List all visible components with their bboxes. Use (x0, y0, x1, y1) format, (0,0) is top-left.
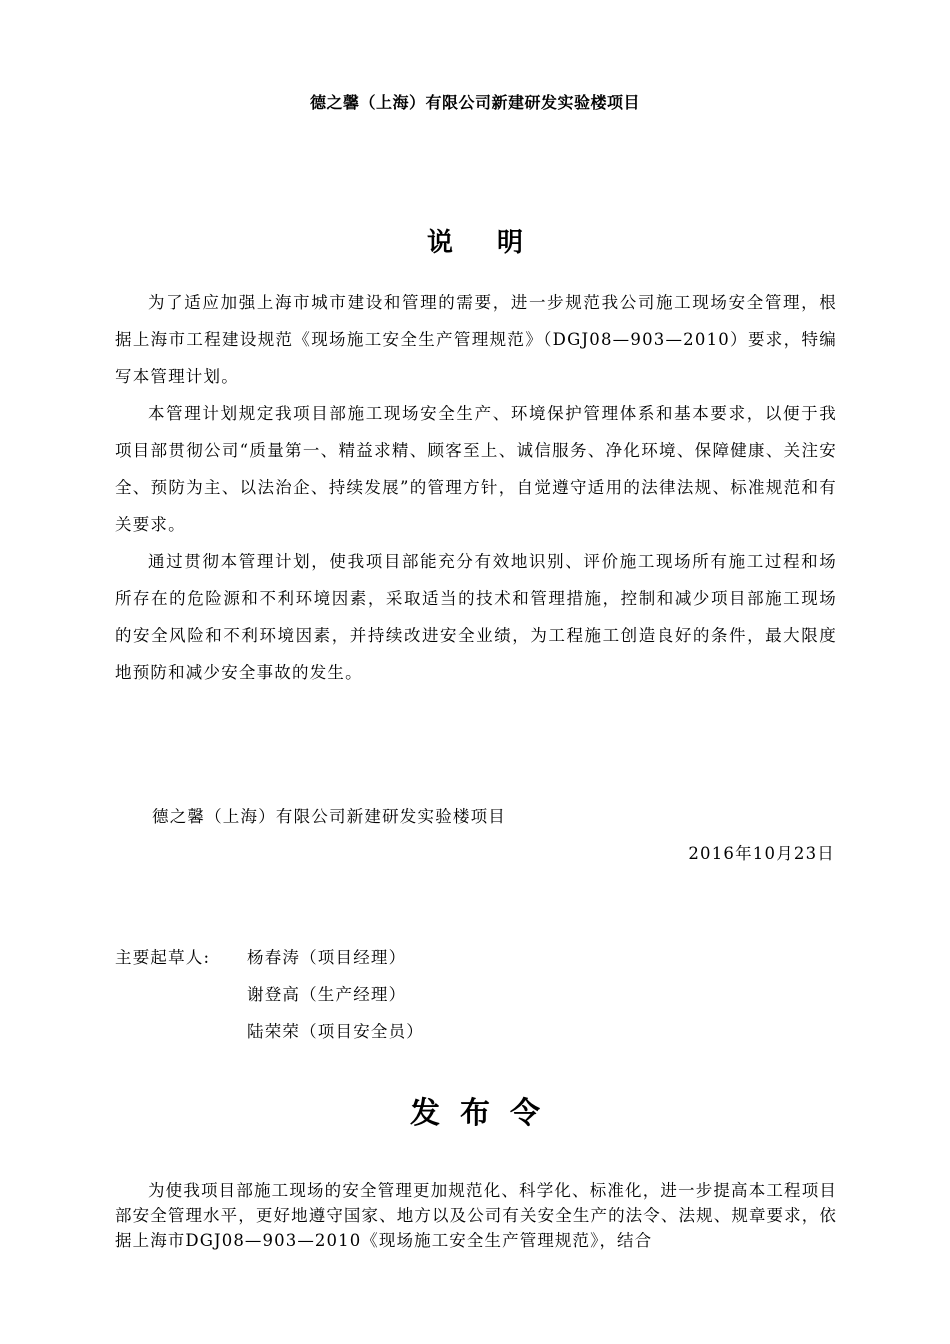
paragraph: 本管理计划规定我项目部施工现场安全生产、环境保护管理体系和基本要求，以便于我项目部贯彻公司“质量第一、精益求精、顾客至上、诚信服务、净化环境、保障健康、关注安全、预防为主、以法治企、持续发展”的管理方针，自觉遵守适用的法律法规、标准规范和有关要求。 (115, 404, 837, 534)
explanation-body (115, 284, 837, 691)
section-title-explanation: 说明 (426, 228, 567, 258)
paragraph: 为了适应加强上海市城市建设和管理的需要，进一步规范我公司施工现场安全管理，根据上海市工程建设规范《现场施工安全生产管理规范》（DGJ08—903—2010）要求，特编写本管理计划。 (115, 293, 837, 386)
drafter-name: 杨春涛（项目经理） (247, 948, 407, 967)
drafters-label: 主要起草人: (115, 948, 211, 967)
paragraph: 为使我项目部施工现场的安全管理更加规范化、科学化、标准化，进一步提高本工程项目部安全管理水平，更好地遵守国家、地方以及公司有关安全生产的法令、法规、规章要求，依据上海市DGJ08—903—2010《现场施工安全生产管理规范》，结合 (115, 1181, 837, 1250)
project-header: 德之馨（上海）有限公司新建研发实验楼项目 (309, 93, 640, 112)
signature-date: 2016年10月23日 (688, 844, 835, 863)
signature-organization: 德之馨（上海）有限公司新建研发实验楼项目 (152, 807, 506, 826)
drafter-name: 陆荣荣（项目安全员） (247, 1022, 424, 1041)
release-order-body (115, 1178, 837, 1253)
drafter-name: 谢登高（生产经理） (247, 985, 407, 1004)
paragraph: 通过贯彻本管理计划，使我项目部能充分有效地识别、评价施工现场所有施工过程和场所存在的危险源和不利环境因素，采取适当的技术和管理措施，控制和减少项目部施工现场的安全风险和不利环境因素，并持续改进安全业绩，为工程施工创造良好的条件，最大限度地预防和减少安全事故的发生。 (115, 552, 837, 682)
section-title-release-order: 发布令 (410, 1096, 560, 1131)
